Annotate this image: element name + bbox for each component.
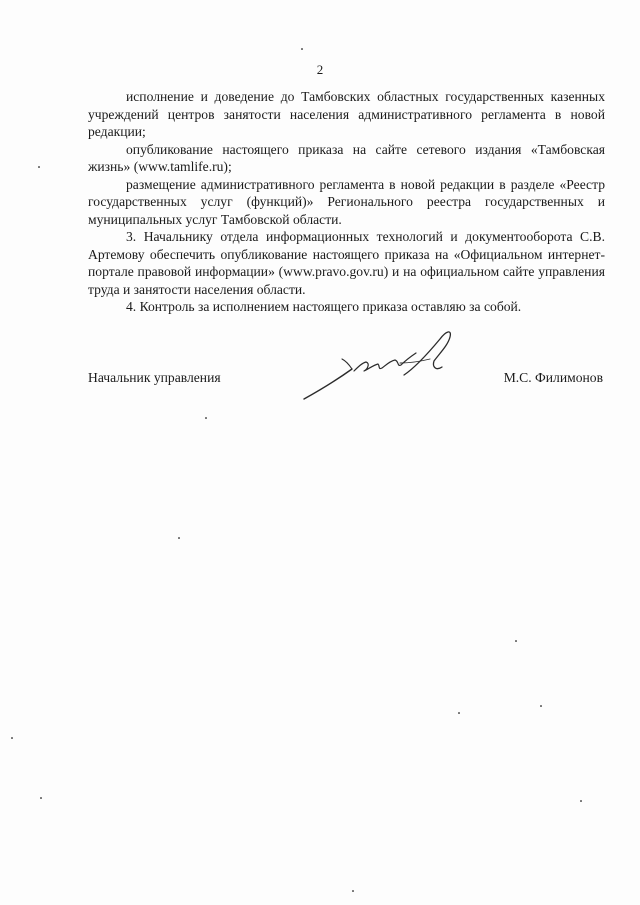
document-body bbox=[88, 88, 605, 316]
signatory-name: М.С. Филимонов bbox=[503, 370, 603, 385]
handwritten-signature bbox=[300, 323, 470, 408]
paragraph-execution: исполнение и доведение до Тамбовских областных государственных казенных учреждений центров занятости населения административного регламента в новой редакции; bbox=[88, 89, 605, 139]
scan-speck bbox=[301, 48, 303, 50]
scan-speck bbox=[178, 537, 180, 539]
signatory-position: Начальник управления bbox=[88, 370, 221, 385]
scan-speck bbox=[580, 800, 582, 802]
paragraph-item-3: 3. Начальнику отдела информационных технологий и документооборота С.В. Артемову обеспечить опубликование настоящего приказа на «Официальном интернет-портале правовой информации» (www.pravo.gov.ru) и на официальном сайте управления труда и занятости населения области. bbox=[88, 229, 605, 297]
scan-speck bbox=[40, 797, 42, 799]
scan-speck bbox=[540, 705, 542, 707]
paragraph-registry-placement: размещение административного регламента в новой редакции в разделе «Реестр государственных услуг (функций)» Регионального реестра государственных и муниципальных услуг Тамбовской области. bbox=[88, 176, 605, 227]
scan-speck bbox=[11, 737, 13, 739]
scan-speck bbox=[352, 890, 354, 892]
scan-speck bbox=[38, 166, 40, 168]
page-number: 2 bbox=[316, 62, 324, 77]
paragraph-publication-tamlife: опубликование настоящего приказа на сайте сетевого издания «Тамбовская жизнь» (www.tamlife.ru); bbox=[88, 141, 605, 174]
paragraph-item-4: 4. Контроль за исполнением настоящего приказа оставляю за собой. bbox=[126, 299, 522, 314]
scan-speck bbox=[458, 712, 460, 714]
scan-speck bbox=[205, 417, 207, 419]
scan-speck bbox=[515, 640, 517, 642]
